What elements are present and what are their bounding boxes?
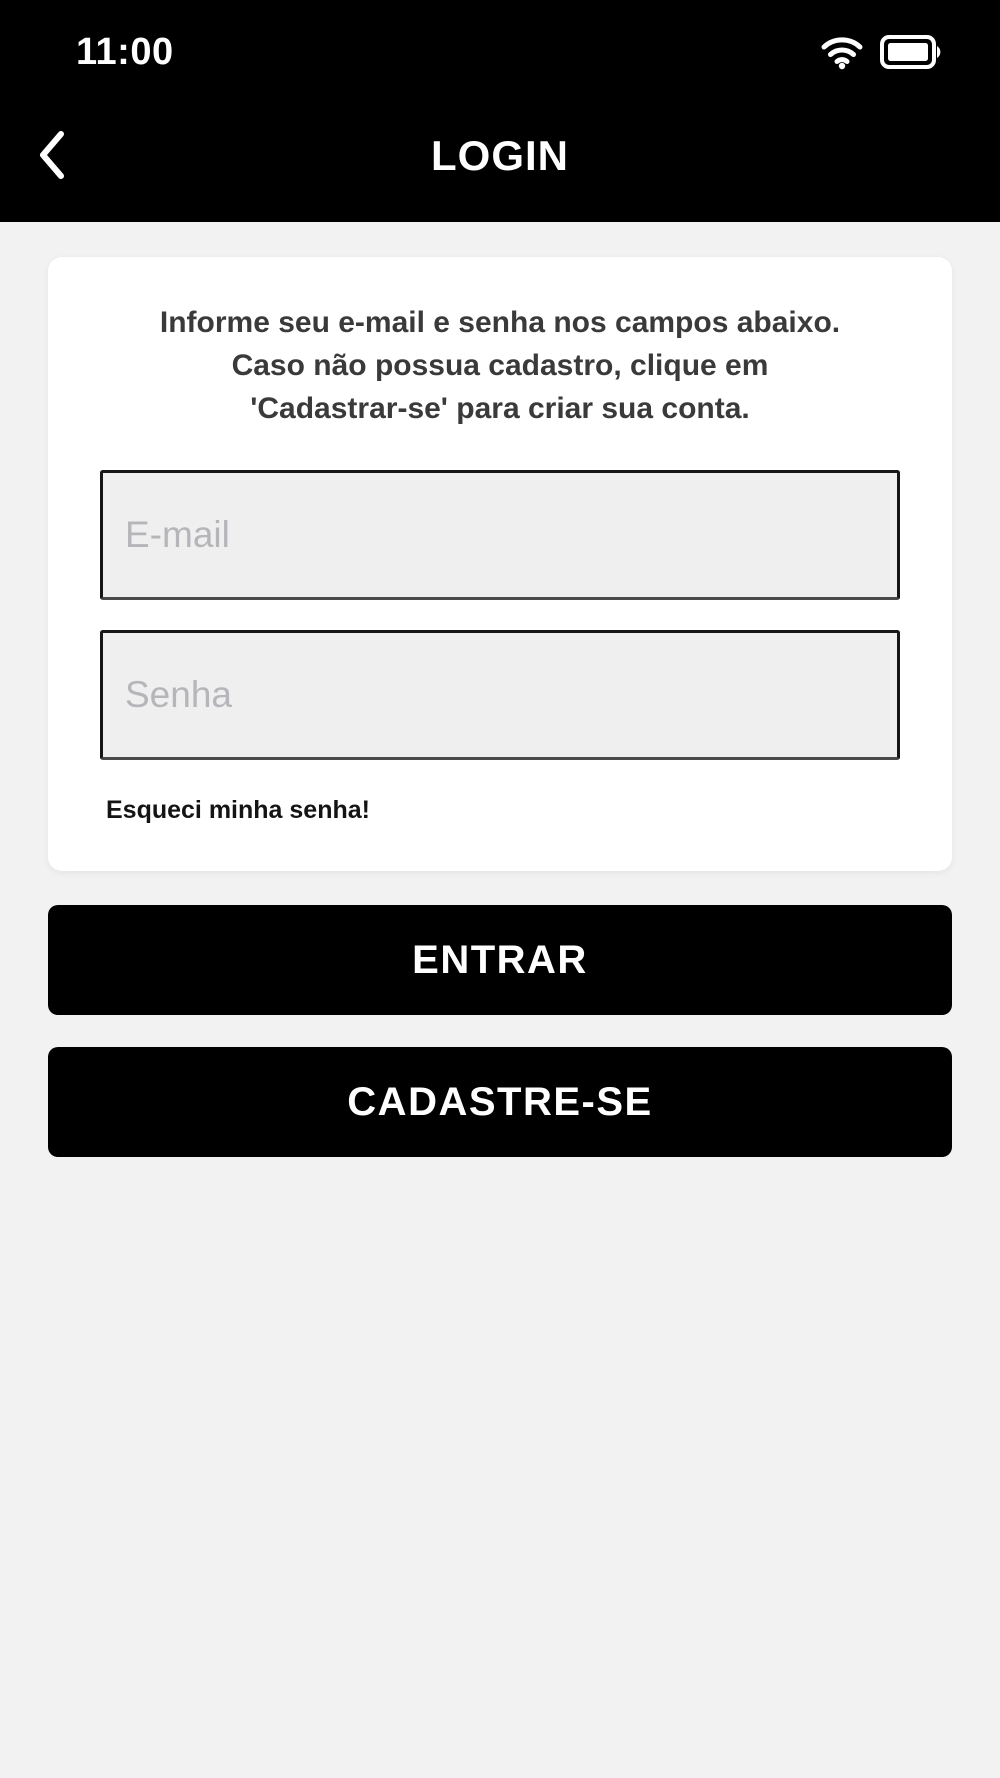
status-bar <box>0 0 1000 74</box>
back-button[interactable] <box>22 121 82 191</box>
instructions-line-3: 'Cadastrar-se' para criar sua conta. <box>250 392 750 425</box>
instructions-line-1: Informe seu e-mail e senha nos campos abaixo. <box>159 306 841 339</box>
fields-container <box>88 470 912 760</box>
forgot-password-link[interactable]: Esqueci minha senha! <box>106 796 370 824</box>
battery-icon <box>880 35 942 69</box>
email-field[interactable] <box>100 470 900 600</box>
page-title: LOGIN <box>431 132 569 179</box>
nav-header <box>0 106 1000 206</box>
login-card <box>48 257 952 871</box>
status-icons <box>820 34 942 70</box>
password-field[interactable] <box>100 630 900 760</box>
status-time: 11:00 <box>76 30 174 73</box>
register-button[interactable]: CADASTRE-SE <box>48 1047 952 1157</box>
login-button[interactable]: ENTRAR <box>48 905 952 1015</box>
instructions-line-2: Caso não possua cadastro, clique em <box>231 349 769 382</box>
chevron-left-icon <box>37 130 67 183</box>
wifi-icon <box>820 34 864 70</box>
instructions-text <box>88 301 912 430</box>
top-black-header <box>0 0 1000 222</box>
